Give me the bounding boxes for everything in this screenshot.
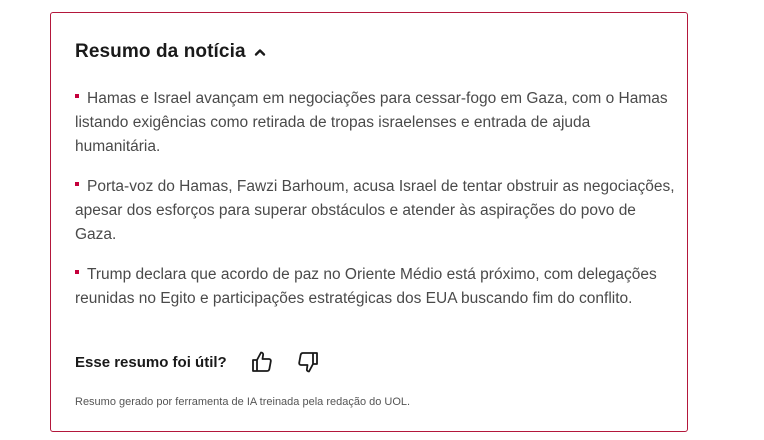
thumbs-down-icon — [296, 350, 320, 374]
chevron-up-icon[interactable] — [254, 46, 266, 58]
bullet-marker — [75, 182, 79, 186]
summary-item-text: Trump declara que acordo de paz no Oriente Médio está próximo, com delegações reunidas no Egito e participações estratégicas dos EUA buscando fim do conflito. — [75, 266, 657, 307]
thumbs-up-button[interactable] — [249, 349, 275, 375]
news-summary-card — [50, 12, 688, 432]
summary-toggle[interactable] — [75, 41, 266, 63]
thumbs-down-button[interactable] — [295, 349, 321, 375]
feedback-question: Esse resumo foi útil? — [75, 353, 227, 371]
thumbs-up-icon — [250, 350, 274, 374]
summary-item — [75, 263, 675, 311]
summary-footnote: Resumo gerado por ferramenta de IA treinada pela redação do UOL. — [75, 396, 411, 408]
summary-list — [75, 87, 675, 327]
bullet-marker — [75, 94, 79, 98]
feedback-row — [75, 349, 321, 375]
summary-item-text: Porta-voz do Hamas, Fawzi Barhoum, acusa Israel de tentar obstruir as negociações, apesar dos esforços para superar obstáculos e atender às aspirações do povo de Gaza. — [75, 178, 675, 243]
summary-item-text: Hamas e Israel avançam em negociações para cessar-fogo em Gaza, com o Hamas listando exigências como retirada de tropas israelenses e entrada de ajuda humanitária. — [75, 90, 668, 155]
summary-item — [75, 175, 675, 247]
summary-title: Resumo da notícia — [75, 41, 246, 62]
summary-item — [75, 87, 675, 159]
bullet-marker — [75, 270, 79, 274]
